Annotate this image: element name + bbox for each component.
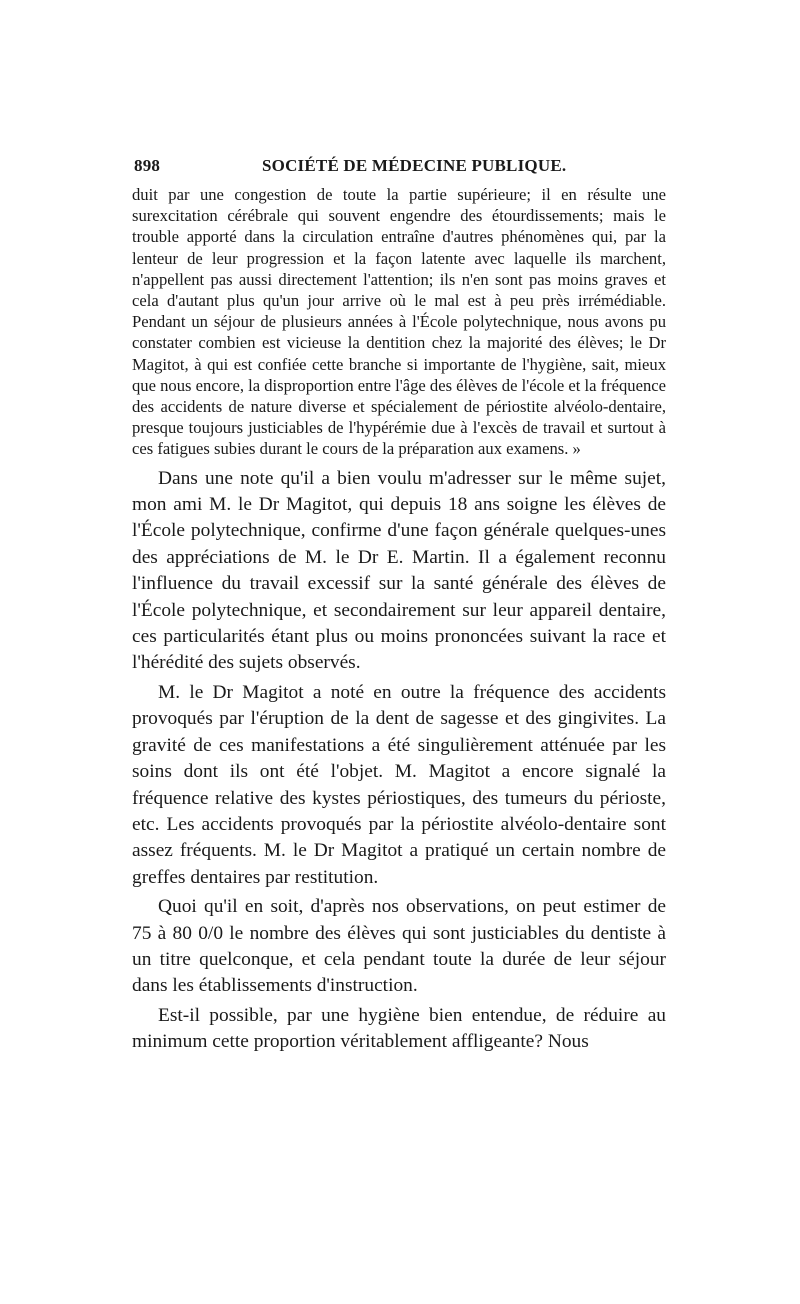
- page-number: 898: [134, 156, 161, 175]
- quoted-passage: duit par une congestion de toute la partie supérieure; il en résulte une surexcitation cérébrale qui souvent engendre des étourdissements; mais le trouble apporté dans la circulation entraîne d'autres phénomènes qui, par la lenteur de leur progression et la façon latente avec laquelle ils marchent, n'appellent pas aussi directement l'attention; ils n'en sont pas moins graves et cela d'autant plus qu'un jour arrive où le mal est à peu près irrémédiable. Pendant un séjour de plusieurs années à l'École polytechnique, nous avons pu constater combien est vicieuse la dentition chez la majorité des élèves; le Dr Magitot, à qui est confiée cette branche si importante de l'hygiène, sait, mieux que nous encore, la disproportion entre l'âge des élèves de l'école et la fréquence des accidents de nature diverse et spécialement de périostite alvéolo-dentaire, presque toujours justiciables de l'hypérémie due à l'excès de travail et surtout à ces fatigues subies durant le cours de la préparation aux examens. »: [132, 185, 666, 459]
- book-page: [132, 150, 666, 1059]
- paragraph-question: Est-il possible, par une hygiène bien entendue, de réduire au minimum cette proportion véritablement affligeante? Nous: [132, 1004, 666, 1053]
- paragraph-estimate: Quoi qu'il en soit, d'après nos observations, on peut estimer de 75 à 80 0/0 le nombre des élèves qui sont justiciables du dentiste à un titre quelconque, et cela pendant toute la durée de leur séjour dans les établissements d'instruction.: [132, 896, 666, 997]
- paragraph-magitot-note: Dans une note qu'il a bien voulu m'adresser sur le même sujet, mon ami M. le Dr Magitot, qui depuis 18 ans soigne les élèves de l'École polytechnique, confirme d'une façon générale quelques-unes des appréciations de M. le Dr E. Martin. Il a également reconnu l'influence du travail excessif sur la santé générale des élèves de l'École polytechnique, et secondairement sur leur appareil dentaire, ces particularités étant plus ou moins prononcées suivant la race et l'hérédité des sujets observés.: [132, 467, 666, 674]
- running-title: SOCIÉTÉ DE MÉDECINE PUBLIQUE.: [262, 156, 567, 175]
- running-head: [132, 150, 666, 180]
- body-text: [132, 466, 666, 1056]
- paragraph-magitot-accidents: M. le Dr Magitot a noté en outre la fréquence des accidents provoqués par l'éruption de la dent de sagesse et des gingivites. La gravité de ces manifestations a été singulièrement atténuée par les soins dont ils ont été l'objet. M. Magitot a encore signalé la fréquence relative des kystes périostiques, des tumeurs du périoste, etc. Les accidents provoqués par la périostite alvéolo-dentaire sont assez fréquents. M. le Dr Magitot a pratiqué un certain nombre de greffes dentaires par restitution.: [132, 681, 666, 888]
